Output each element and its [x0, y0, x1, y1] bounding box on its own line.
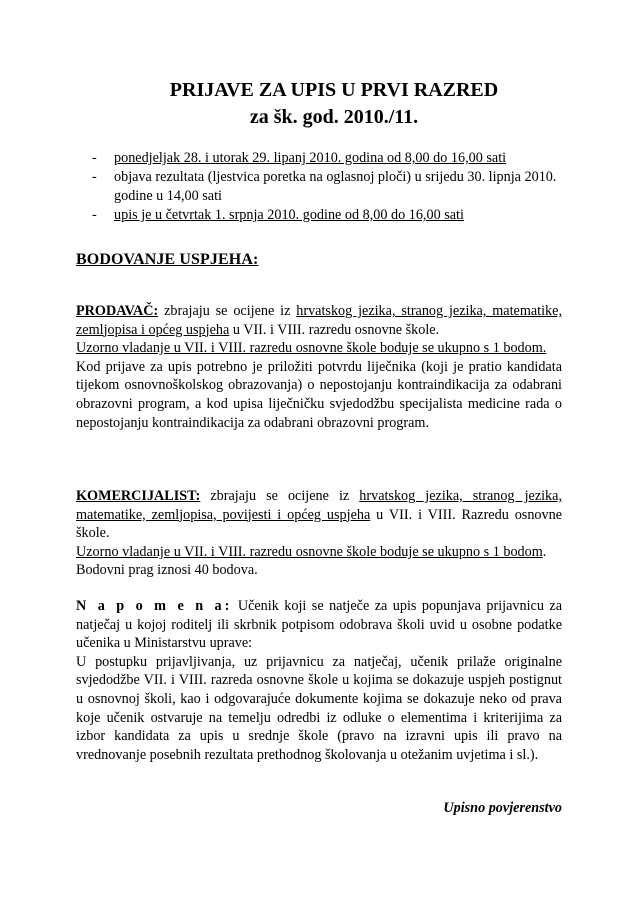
title-line-2: za šk. god. 2010./11. — [249, 106, 419, 128]
komercijalist-behaviour-line — [76, 543, 562, 562]
komercijalist-behaviour: Uzorno vladanje u VII. i VIII. razredu osnovne škole boduje se ukupno s 1 bodom — [76, 543, 543, 560]
date-enrollment: upis je u četvrtak 1. srpnja 2010. godine od 8,00 do 16,00 sati — [114, 207, 464, 223]
title-line-1: PRIJAVE ZA UPIS U PRVI RAZRED — [169, 79, 499, 101]
date-results: objava rezultata (ljestvica poretka na oglasnoj ploči) u srijedu 30. lipnja 2010. godine u 14,00 sati — [114, 169, 557, 204]
section-heading: BODOVANJE USPJEHA: — [76, 251, 259, 268]
komercijalist-paragraph — [76, 487, 562, 580]
prodavac-label: PRODAVAČ: — [76, 303, 159, 319]
komercijalist-label: KOMERCIJALIST: — [76, 488, 201, 504]
komercijalist-threshold: Bodovni prag iznosi 40 bodova. — [76, 562, 258, 579]
list-dash: - — [92, 207, 97, 223]
prodavac-behaviour: Uzorno vladanje u VII. i VIII. razredu osnovne škole boduje se ukupno s 1 bodom. — [76, 340, 547, 357]
list-item — [92, 149, 562, 168]
dates-list — [92, 149, 562, 225]
napomena-paragraph — [76, 597, 562, 764]
komercijalist-subjects: hrvatskog jezika, stranog jezika, matematike, zemljopisa, povijesti i općeg uspjeha — [76, 488, 562, 523]
prodavac-subjects: hrvatskog jezika, stranog jezika, matematike, zemljopisa i općeg uspjeha — [76, 303, 562, 338]
napomena-label: N a p o m e n a: — [76, 598, 233, 614]
komercijalist-text-1: zbrajaju se ocijene iz — [200, 488, 360, 504]
list-dash: - — [92, 169, 97, 185]
page-title — [76, 78, 562, 129]
list-dash: - — [92, 150, 97, 166]
prodavac-text-1: zbrajaju se ocijene iz — [158, 303, 297, 319]
napomena-text-1: Učenik koji se natječe za upis popunjava prijavnicu za natječaj u kojoj roditelj ili skrbnik potpisom odobrava školi uvid u osobne podatke učenika u Ministarstvu uprave: — [76, 598, 562, 652]
komercijalist-behaviour-end: . — [542, 543, 547, 560]
signature: Upisno povjerenstvo — [443, 800, 562, 816]
date-registration: ponedjeljak 28. i utorak 29. lipanj 2010. godina od 8,00 do 16,00 sati — [114, 150, 507, 166]
komercijalist-text-2: u VII. i VIII. Razredu osnovne škole. — [76, 506, 562, 542]
napomena-text-2: U postupku prijavljivanja, uz prijavnicu za natječaj, učenik prilaže originalne svjedodžbe VII. i VIII. razreda osnovne škole u kojima se dokazuje uspjeh postignut u osnovnoj školi, kao i odgovarajuće dokumente kojima se dokazuje neko od prava koje učenik ostvaruje na temelju odredbi iz odluke o elementima i kriterijima za izbor kandidata za upis u srednje škole (pravo na izravni upis ili pravo na vrednovanje posebnih rezultata prethodnog školovanja u otežanim uvjetima i sl.). — [76, 653, 562, 763]
prodavac-paragraph — [76, 302, 562, 432]
prodavac-text-2: u VII. i VIII. razredu osnovne škole. — [229, 321, 440, 338]
list-item — [92, 206, 562, 225]
list-item — [92, 168, 562, 206]
prodavac-medical: Kod prijave za upis potrebno je priložiti potvrdu liječnika (koji je pratio kandidata tijekom osnovnoškolskog obrazovanja) o nepostojanju kontraindikacija za odabrani obrazovni program, a kod upisa liječničku svjedodžbu specijalista medicine rada o nepostojanju kontraindikacija za odabrani obrazovni program. — [76, 358, 562, 431]
